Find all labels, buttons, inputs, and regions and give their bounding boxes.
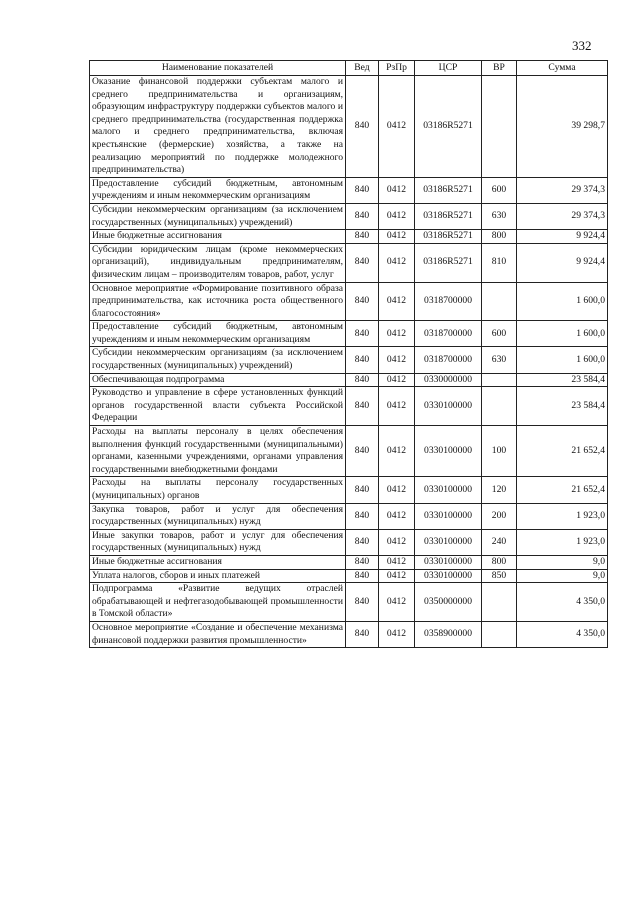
row-sum: 9,0 [517, 555, 608, 569]
row-name: Закупка товаров, работ и услуг для обеспечения государственных (муниципальных) нужд [90, 503, 346, 529]
row-name: Подпрограмма «Развитие ведущих отраслей обрабатывающей и нефтегазодобывающей промышленности в Томской области» [90, 583, 346, 622]
row-sum: 1 600,0 [517, 282, 608, 321]
row-rzpr: 0412 [379, 347, 415, 373]
table-row [90, 347, 608, 373]
row-ved: 840 [346, 347, 379, 373]
row-vr: 810 [482, 243, 517, 282]
row-ved: 840 [346, 426, 379, 477]
row-vr: 100 [482, 426, 517, 477]
row-vr [482, 583, 517, 622]
row-rzpr: 0412 [379, 477, 415, 503]
row-csr: 03186R5271 [415, 177, 482, 203]
row-rzpr: 0412 [379, 203, 415, 229]
row-rzpr: 0412 [379, 282, 415, 321]
row-csr: 0330000000 [415, 373, 482, 387]
row-rzpr: 0412 [379, 387, 415, 426]
row-name: Иные бюджетные ассигнования [90, 555, 346, 569]
row-csr: 03186R5271 [415, 203, 482, 229]
table-row [90, 555, 608, 569]
row-ved: 840 [346, 569, 379, 583]
row-csr: 0318700000 [415, 347, 482, 373]
row-name: Уплата налогов, сборов и иных платежей [90, 569, 346, 583]
header-rzpr: РзПр [379, 61, 415, 76]
row-name: Иные закупки товаров, работ и услуг для обеспечения государственных (муниципальных) нужд [90, 529, 346, 555]
row-sum: 29 374,3 [517, 177, 608, 203]
row-name: Оказание финансовой поддержки субъектам малого и среднего предпринимательства и организациям, образующим инфраструктуру поддержки субъектов малого и среднего предпринимательства (государственная поддержка малого и среднего предпринимательства, включая крестьянские (фермерские) хозяйства, а также на реализацию мероприятий по поддержке молодежного предпринимательства) [90, 76, 346, 178]
row-sum: 21 652,4 [517, 477, 608, 503]
row-csr: 03186R5271 [415, 76, 482, 178]
row-ved: 840 [346, 373, 379, 387]
table-row [90, 243, 608, 282]
row-name: Предоставление субсидий бюджетным, автономным учреждениям и иным некоммерческим организациям [90, 177, 346, 203]
row-sum: 29 374,3 [517, 203, 608, 229]
row-name: Руководство и управление в сфере установленных функций органов государственной власти субъекта Российской Федерации [90, 387, 346, 426]
row-sum: 21 652,4 [517, 426, 608, 477]
table-row [90, 373, 608, 387]
row-vr [482, 76, 517, 178]
row-csr: 0358900000 [415, 621, 482, 647]
row-csr: 0330100000 [415, 477, 482, 503]
row-rzpr: 0412 [379, 555, 415, 569]
header-csr: ЦСР [415, 61, 482, 76]
row-rzpr: 0412 [379, 569, 415, 583]
row-vr: 600 [482, 321, 517, 347]
row-sum: 9 924,4 [517, 243, 608, 282]
row-name: Субсидии юридическим лицам (кроме некоммерческих организаций), индивидуальным предпринимателям, физическим лицам – производителям товаров, работ, услуг [90, 243, 346, 282]
row-name: Основное мероприятие «Формирование позитивного образа предпринимательства, как источника роста общественного благосостояния» [90, 282, 346, 321]
row-ved: 840 [346, 555, 379, 569]
row-name: Субсидии некоммерческим организациям (за исключением государственных (муниципальных) учреждений) [90, 203, 346, 229]
row-name: Расходы на выплаты персоналу государственных (муниципальных) органов [90, 477, 346, 503]
row-sum: 1 923,0 [517, 503, 608, 529]
row-rzpr: 0412 [379, 321, 415, 347]
row-vr: 850 [482, 569, 517, 583]
header-name: Наименование показателей [90, 61, 346, 76]
row-vr: 800 [482, 555, 517, 569]
table-row [90, 621, 608, 647]
row-csr: 0318700000 [415, 321, 482, 347]
row-csr: 0330100000 [415, 426, 482, 477]
row-ved: 840 [346, 503, 379, 529]
row-name: Предоставление субсидий бюджетным, автономным учреждениям и иным некоммерческим организациям [90, 321, 346, 347]
row-vr [482, 621, 517, 647]
row-ved: 840 [346, 387, 379, 426]
row-vr: 600 [482, 177, 517, 203]
row-vr [482, 387, 517, 426]
header-vr: ВР [482, 61, 517, 76]
row-sum: 9,0 [517, 569, 608, 583]
row-csr: 0330100000 [415, 555, 482, 569]
row-name: Основное мероприятие «Создание и обеспечение механизма финансовой поддержки развития промышленности» [90, 621, 346, 647]
row-sum: 4 350,0 [517, 621, 608, 647]
table-row [90, 583, 608, 622]
row-sum: 1 600,0 [517, 321, 608, 347]
row-sum: 23 584,4 [517, 373, 608, 387]
row-ved: 840 [346, 177, 379, 203]
row-rzpr: 0412 [379, 177, 415, 203]
row-name: Субсидии некоммерческим организациям (за исключением государственных (муниципальных) учреждений) [90, 347, 346, 373]
table-row [90, 529, 608, 555]
budget-table [89, 60, 608, 648]
row-sum: 1 923,0 [517, 529, 608, 555]
row-sum: 1 600,0 [517, 347, 608, 373]
row-rzpr: 0412 [379, 230, 415, 244]
row-vr: 120 [482, 477, 517, 503]
table-row [90, 387, 608, 426]
table-row [90, 203, 608, 229]
row-rzpr: 0412 [379, 243, 415, 282]
row-rzpr: 0412 [379, 583, 415, 622]
row-vr [482, 373, 517, 387]
row-name: Обеспечивающая подпрограмма [90, 373, 346, 387]
row-vr: 630 [482, 347, 517, 373]
row-ved: 840 [346, 203, 379, 229]
row-sum: 23 584,4 [517, 387, 608, 426]
row-sum: 9 924,4 [517, 230, 608, 244]
table-row [90, 230, 608, 244]
row-ved: 840 [346, 583, 379, 622]
row-sum: 39 298,7 [517, 76, 608, 178]
table-header-row [90, 61, 608, 76]
row-rzpr: 0412 [379, 76, 415, 178]
row-ved: 840 [346, 282, 379, 321]
row-rzpr: 0412 [379, 373, 415, 387]
table-row [90, 321, 608, 347]
row-csr: 0330100000 [415, 529, 482, 555]
table-row [90, 569, 608, 583]
page-number: 332 [572, 38, 592, 53]
row-ved: 840 [346, 230, 379, 244]
row-csr: 0330100000 [415, 569, 482, 583]
table-row [90, 76, 608, 178]
row-csr: 0318700000 [415, 282, 482, 321]
table-row [90, 426, 608, 477]
row-rzpr: 0412 [379, 426, 415, 477]
header-sum: Сумма [517, 61, 608, 76]
table-row [90, 477, 608, 503]
row-name: Иные бюджетные ассигнования [90, 230, 346, 244]
row-vr: 200 [482, 503, 517, 529]
row-csr: 0330100000 [415, 503, 482, 529]
table-row [90, 282, 608, 321]
row-ved: 840 [346, 529, 379, 555]
row-ved: 840 [346, 321, 379, 347]
row-ved: 840 [346, 477, 379, 503]
table-row [90, 177, 608, 203]
row-ved: 840 [346, 621, 379, 647]
row-rzpr: 0412 [379, 503, 415, 529]
row-csr: 03186R5271 [415, 230, 482, 244]
row-csr: 0350000000 [415, 583, 482, 622]
row-rzpr: 0412 [379, 621, 415, 647]
row-sum: 4 350,0 [517, 583, 608, 622]
row-vr: 630 [482, 203, 517, 229]
header-ved: Вед [346, 61, 379, 76]
table-row [90, 503, 608, 529]
row-vr: 240 [482, 529, 517, 555]
row-csr: 0330100000 [415, 387, 482, 426]
row-ved: 840 [346, 76, 379, 178]
row-ved: 840 [346, 243, 379, 282]
row-vr [482, 282, 517, 321]
row-name: Расходы на выплаты персоналу в целях обеспечения выполнения функций государственными (муниципальными) органами, казенными учреждениями, органами управления государственными внебюджетными фондами [90, 426, 346, 477]
row-csr: 03186R5271 [415, 243, 482, 282]
row-rzpr: 0412 [379, 529, 415, 555]
row-vr: 800 [482, 230, 517, 244]
